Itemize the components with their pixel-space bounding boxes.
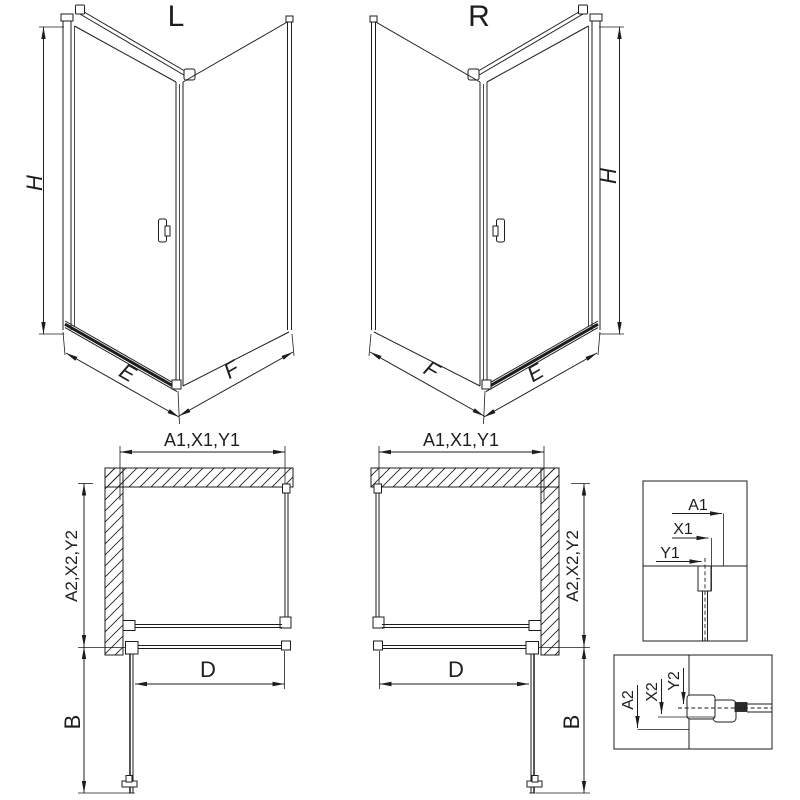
side-panel-plan bbox=[280, 484, 291, 628]
dim-a1x1y1-right bbox=[379, 430, 544, 500]
door-handle bbox=[159, 219, 171, 242]
support-bar-plan bbox=[123, 621, 282, 631]
door-glass bbox=[75, 26, 184, 388]
dim-label-e: E bbox=[522, 358, 548, 388]
detail-dim-x1: X1 bbox=[673, 521, 693, 538]
dim-label-d: D bbox=[448, 657, 464, 682]
dim-label-a1x1y1: A1,X1,Y1 bbox=[163, 430, 241, 450]
dim-label-h: H bbox=[22, 175, 47, 191]
detail-dim-a2: A2 bbox=[620, 690, 637, 710]
door-open-plan bbox=[122, 654, 137, 793]
dim-label-a2x2y2: A2,X2,Y2 bbox=[62, 530, 81, 602]
detail-dim-y2: Y2 bbox=[666, 671, 683, 691]
dim-d-right bbox=[380, 651, 530, 689]
view-left-title: L bbox=[167, 0, 185, 33]
view-right-title: R bbox=[468, 0, 490, 33]
dim-d-left bbox=[135, 651, 285, 689]
detail-dim-y1: Y1 bbox=[660, 545, 680, 562]
side-panel-plan bbox=[373, 484, 384, 628]
detail-wall-profile-bottom bbox=[614, 655, 772, 749]
dim-label-a2x2y2: A2,X2,Y2 bbox=[563, 530, 582, 602]
dim-label-a1x1y1: A1,X1,Y1 bbox=[422, 430, 500, 450]
dim-b-left bbox=[60, 647, 129, 793]
plan-view-left bbox=[60, 430, 293, 793]
door-open-plan bbox=[527, 654, 542, 793]
dim-label-e: E bbox=[115, 358, 141, 388]
detail-wall-profile-top bbox=[643, 481, 747, 641]
dim-label-h: H bbox=[596, 168, 621, 184]
detail-dim-a1: A1 bbox=[688, 497, 708, 514]
dim-height-left bbox=[22, 27, 64, 334]
detail-dim-x2: X2 bbox=[644, 682, 661, 702]
dim-b-right bbox=[536, 647, 590, 793]
dim-label-b: B bbox=[60, 714, 85, 730]
door-glass bbox=[480, 26, 589, 388]
door-closed-plan bbox=[374, 641, 539, 654]
door-handle bbox=[493, 219, 505, 242]
dim-label-d: D bbox=[200, 657, 216, 682]
side-panel-glass bbox=[370, 16, 480, 386]
view-3d-right bbox=[369, 0, 624, 424]
dim-label-f: F bbox=[419, 355, 444, 384]
dim-a1x1y1-left bbox=[120, 430, 285, 500]
dim-label-b: B bbox=[559, 714, 584, 730]
support-bar-plan bbox=[382, 621, 541, 631]
dim-label-f: F bbox=[219, 355, 244, 384]
view-3d-left bbox=[22, 0, 294, 424]
wall-profile-left bbox=[61, 14, 75, 330]
door-closed-plan bbox=[126, 641, 291, 654]
side-panel-glass bbox=[183, 16, 293, 386]
plan-view-right bbox=[371, 430, 590, 793]
